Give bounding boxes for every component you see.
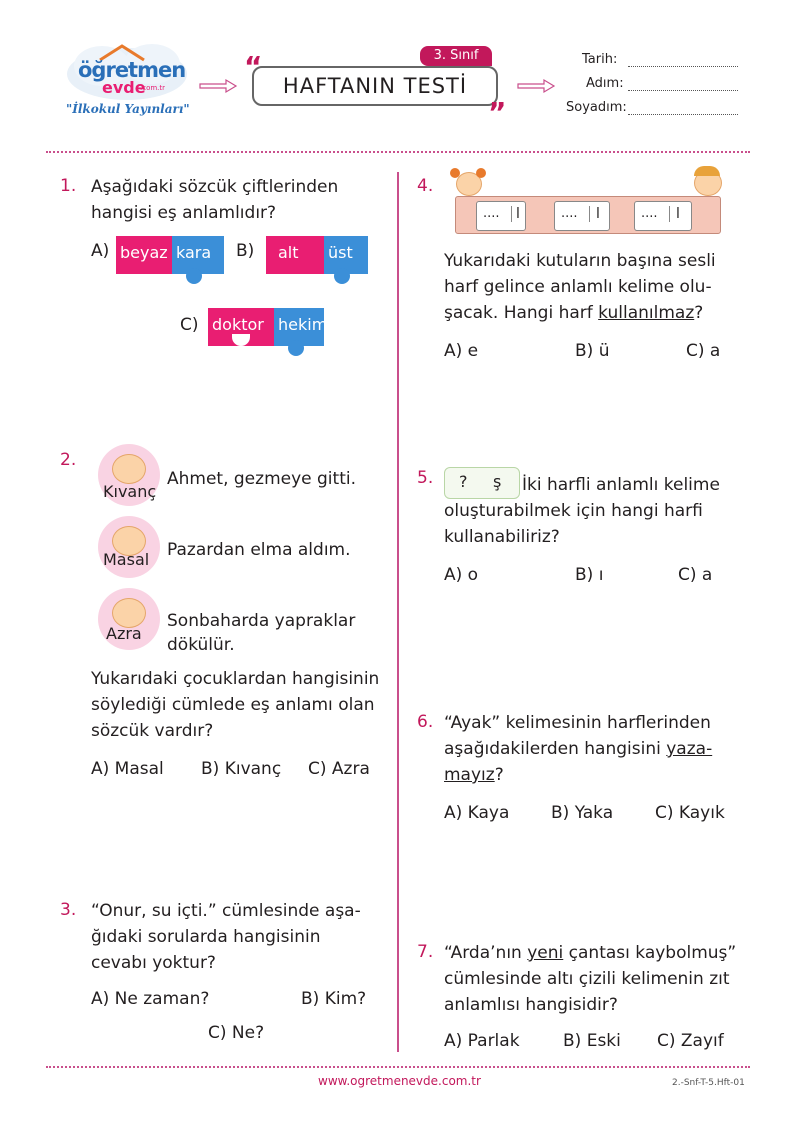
- puzzle-word: doktor: [212, 315, 264, 334]
- footer-code: 2.-Snf-T-5.Hft-01: [672, 1078, 745, 1088]
- question-text: Aşağıdaki sözcük çiftlerinden: [91, 177, 339, 197]
- puzzle-word: beyaz: [120, 243, 168, 262]
- puzzle-pair-b[interactable]: [266, 236, 368, 288]
- underlined-word: yaza-: [666, 739, 713, 759]
- arrow-right-icon: [198, 78, 238, 94]
- letter-box: .... l: [554, 201, 610, 231]
- question-text: “Ayak” kelimesinin harflerinden: [444, 713, 711, 733]
- question-text: cevabı yoktur?: [91, 953, 216, 973]
- quote-open-icon: “: [244, 50, 263, 83]
- logo-top-text: öğretmen: [78, 58, 186, 82]
- tile-unknown: ?: [459, 472, 468, 491]
- kid-left-icon: [450, 168, 484, 198]
- letter-box: .... l: [634, 201, 692, 231]
- puzzle-word: alt: [278, 243, 299, 262]
- logo-domain-text: .com.tr: [140, 84, 166, 92]
- question-number: 4.: [417, 176, 434, 196]
- question-text: İki harfli anlamlı kelime: [522, 475, 720, 495]
- option-label[interactable]: B): [236, 241, 255, 261]
- question-text: cümlesinde altı çizili kelimenin zıt: [444, 969, 730, 989]
- kid-name: Masal: [103, 550, 150, 569]
- kid-sentence: Pazardan elma aldım.: [167, 540, 351, 560]
- underlined-word: kullanılmaz: [598, 303, 695, 323]
- kid-name: Kıvanç: [103, 482, 157, 501]
- option-b[interactable]: B) Kıvanç: [201, 759, 282, 779]
- letter-board: [455, 196, 721, 234]
- puzzle-word: hekim: [278, 315, 328, 334]
- option-c[interactable]: C) Zayıf: [657, 1031, 724, 1051]
- option-a[interactable]: A) Ne zaman?: [91, 989, 210, 1009]
- title-frame: [252, 66, 498, 106]
- kid-face-icon: [112, 454, 146, 484]
- letter-tiles: [444, 467, 520, 499]
- column-divider: [397, 172, 399, 1052]
- option-a[interactable]: A) Masal: [91, 759, 164, 779]
- option-a[interactable]: A) Parlak: [444, 1031, 520, 1051]
- logo-slogan: "İlkokul Yayınları": [66, 102, 190, 116]
- footer-divider: [46, 1066, 750, 1068]
- question-text: şacak. Hangi harf kullanılmaz?: [444, 303, 704, 323]
- header-fields: [560, 52, 750, 124]
- option-a[interactable]: A) o: [444, 565, 479, 585]
- question-number: 2.: [60, 450, 77, 470]
- kid-sentence: Ahmet, gezmeye gitti.: [167, 469, 356, 489]
- option-label[interactable]: C): [180, 315, 199, 335]
- question-number: 6.: [417, 712, 434, 732]
- puzzle-word: kara: [176, 243, 212, 262]
- surname-label: Soyadım:: [566, 100, 627, 115]
- option-c[interactable]: C) Azra: [308, 759, 370, 779]
- tile-letter: ş: [493, 472, 502, 491]
- option-a[interactable]: A) Kaya: [444, 803, 510, 823]
- option-a[interactable]: A) e: [444, 341, 479, 361]
- kid-name: Azra: [106, 624, 142, 643]
- surname-field[interactable]: [560, 100, 750, 124]
- header-divider: [46, 151, 750, 153]
- question-text: hangisi eş anlamlıdır?: [91, 203, 277, 223]
- question-text: Yukarıdaki çocuklardan hangisinin: [91, 669, 380, 689]
- question-number: 3.: [60, 900, 77, 920]
- option-c[interactable]: C) Kayık: [655, 803, 725, 823]
- underlined-word: yeni: [527, 943, 564, 963]
- option-b[interactable]: B) Kim?: [301, 989, 367, 1009]
- puzzle-knob: [334, 268, 350, 284]
- question-number: 5.: [417, 468, 434, 488]
- underlined-word: mayız: [444, 765, 495, 785]
- kid-sentence: dökülür.: [167, 635, 235, 655]
- letter-box: .... l: [476, 201, 526, 231]
- question-text: söylediği cümlede eş anlamı olan: [91, 695, 375, 715]
- option-b[interactable]: B) Eski: [563, 1031, 621, 1051]
- page-title: HAFTANIN TESTİ: [282, 74, 468, 98]
- quote-close-icon: ”: [488, 96, 507, 129]
- question-text: kullanabiliriz?: [444, 527, 560, 547]
- option-b[interactable]: B) ü: [575, 341, 610, 361]
- option-b[interactable]: B) ı: [575, 565, 604, 585]
- question-text: mayız?: [444, 765, 504, 785]
- question-text: ğıdaki sorularda hangisinin: [91, 927, 321, 947]
- logo: [62, 40, 192, 130]
- option-c[interactable]: C) a: [678, 565, 713, 585]
- puzzle-knob: [186, 268, 202, 284]
- name-label: Adım:: [586, 76, 624, 91]
- question-text: harf gelince anlamlı kelime olu-: [444, 277, 712, 297]
- option-c[interactable]: C) Ne?: [208, 1023, 265, 1043]
- kid-sentence: Sonbaharda yapraklar: [167, 611, 356, 631]
- puzzle-knob: [288, 340, 304, 356]
- question-text: oluşturabilmek için hangi harfi: [444, 501, 703, 521]
- question-text: anlamlısı hangisidir?: [444, 995, 618, 1015]
- footer-url[interactable]: www.ogretmenevde.com.tr: [318, 1074, 481, 1088]
- question-text: aşağıdakilerden hangisini yaza-: [444, 739, 713, 759]
- question-text: “Arda’nın yeni çantası kaybolmuş”: [444, 943, 737, 963]
- puzzle-pair-c[interactable]: [208, 308, 328, 360]
- date-field[interactable]: [560, 52, 750, 76]
- puzzle-word: üst: [328, 243, 353, 262]
- puzzle-pair-a[interactable]: [116, 236, 224, 288]
- question-text: Yukarıdaki kutuların başına sesli: [444, 251, 716, 271]
- kid-right-icon: [690, 166, 724, 196]
- question-number: 1.: [60, 176, 77, 196]
- option-b[interactable]: B) Yaka: [551, 803, 614, 823]
- option-c[interactable]: C) a: [686, 341, 721, 361]
- question-text: “Onur, su içti.” cümlesinde aşa-: [91, 901, 361, 921]
- logo-bottom-text: evde: [102, 78, 146, 97]
- grade-badge: 3. Sınıf: [420, 46, 492, 66]
- option-label[interactable]: A): [91, 241, 110, 261]
- question-number: 7.: [417, 942, 434, 962]
- date-label: Tarih:: [582, 52, 618, 67]
- question-text: sözcük vardır?: [91, 721, 214, 741]
- name-field[interactable]: [560, 76, 750, 100]
- arrow-right-icon: [516, 78, 556, 94]
